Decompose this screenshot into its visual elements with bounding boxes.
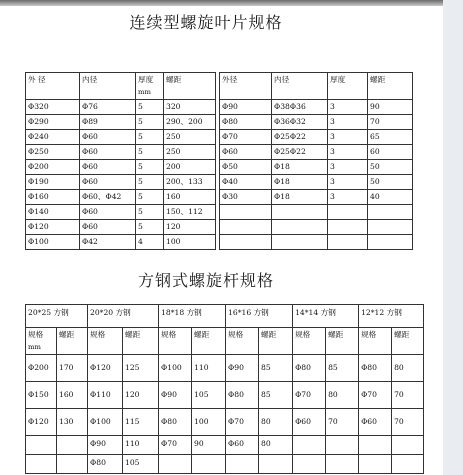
cell-thickness: 5: [136, 175, 164, 190]
cell-spec: Φ60: [293, 409, 326, 436]
cell-pitch: 80: [259, 409, 293, 436]
cell-pitch: 120: [164, 220, 216, 235]
cell-inner-diameter: Φ60: [80, 175, 136, 190]
cell-pitch: 80: [259, 436, 293, 455]
spec-column-header: [293, 328, 326, 355]
cell-thickness: 5: [136, 100, 164, 115]
screw-table-row: [26, 235, 413, 250]
cell-spec: [26, 436, 57, 455]
cell-spec: Φ70: [293, 382, 326, 409]
header-inner-diameter-right: 内径: [272, 73, 328, 100]
cell-spec: Φ80: [88, 455, 123, 474]
steel-group-header: 14*14 方钢: [293, 305, 359, 328]
cell-pitch-right: 65: [368, 130, 413, 145]
pitch-column-header: 螺距: [57, 328, 88, 355]
cell-pitch: [57, 436, 88, 455]
cell-spec: Φ120: [26, 409, 57, 436]
cell-inner-diameter-right: [272, 220, 328, 235]
header-pitch: 螺距: [164, 73, 216, 100]
steel-table-row: [26, 436, 424, 455]
cell-thickness-right: [328, 220, 368, 235]
cell-thickness-right: 3: [328, 130, 368, 145]
cell-pitch: 90: [192, 436, 226, 455]
cell-outer-diameter-right: Φ60: [220, 145, 272, 160]
steel-subheader-row: [26, 328, 424, 355]
screw-table-row: [26, 130, 413, 145]
cell-inner-diameter: Φ89: [80, 115, 136, 130]
cell-thickness: 5: [136, 190, 164, 205]
cell-outer-diameter-right: Φ90: [220, 100, 272, 115]
cell-thickness-right: 3: [328, 100, 368, 115]
cell-outer-diameter: Φ190: [26, 175, 80, 190]
cell-spec: [359, 436, 392, 455]
screw-table-row: [26, 190, 413, 205]
cell-pitch: 85: [259, 355, 293, 382]
cell-pitch: 105: [123, 455, 159, 474]
spec-label: 规格: [28, 330, 44, 339]
cell-inner-diameter-right: Φ18: [272, 190, 328, 205]
cell-pitch: [192, 455, 226, 474]
steel-group-header: 20*20 方钢: [88, 305, 159, 328]
cell-pitch: 200、133: [164, 175, 216, 190]
cell-pitch: 150、112: [164, 205, 216, 220]
top-edge: [0, 0, 463, 6]
header-thickness-right: 厚度: [328, 73, 368, 100]
cell-thickness-right: 3: [328, 145, 368, 160]
spec-label: 规格: [361, 330, 377, 339]
cell-thickness-right: [328, 205, 368, 220]
cell-inner-diameter-right: [272, 205, 328, 220]
cell-pitch: 110: [123, 436, 159, 455]
spec-column-header: [88, 328, 123, 355]
cell-thickness: 5: [136, 160, 164, 175]
spec-label: 规格: [295, 330, 311, 339]
cell-thickness-right: 3: [328, 160, 368, 175]
spec-label: 规格: [161, 330, 177, 339]
cell-spec: Φ70: [359, 382, 392, 409]
cell-outer-diameter: Φ320: [26, 100, 80, 115]
cell-inner-diameter: Φ60: [80, 145, 136, 160]
pitch-column-header: 螺距: [326, 328, 359, 355]
screw-table-row: [26, 220, 413, 235]
spec-column-header: [359, 328, 392, 355]
cell-pitch: 160: [164, 190, 216, 205]
cell-spec: Φ60: [359, 409, 392, 436]
cell-inner-diameter-right: Φ25Φ22: [272, 130, 328, 145]
cell-pitch: 70: [326, 409, 359, 436]
cell-spec: [159, 455, 192, 474]
cell-thickness: 4: [136, 235, 164, 250]
cell-pitch-right: 50: [368, 175, 413, 190]
header-outer-diameter-right: 外径: [220, 73, 272, 100]
cell-pitch: 110: [192, 355, 226, 382]
cell-inner-diameter: Φ60: [80, 205, 136, 220]
cell-thickness-right: [328, 235, 368, 250]
steel-group-header: 16*16 方钢: [226, 305, 293, 328]
steel-group-header: 12*12 方钢: [359, 305, 424, 328]
cell-spec: Φ80: [159, 409, 192, 436]
cell-pitch: 100: [192, 409, 226, 436]
spec-label: 规格: [228, 330, 244, 339]
header-pitch-right: 螺距: [368, 73, 413, 100]
cell-spec: Φ110: [88, 382, 123, 409]
screw-header-row: [26, 73, 413, 100]
cell-outer-diameter: Φ250: [26, 145, 80, 160]
cell-pitch: [259, 455, 293, 474]
cell-outer-diameter: Φ160: [26, 190, 80, 205]
cell-inner-diameter-right: Φ36Φ32: [272, 115, 328, 130]
cell-pitch-right: 60: [368, 145, 413, 160]
cell-pitch-right: 50: [368, 160, 413, 175]
cell-pitch: 170: [57, 355, 88, 382]
cell-pitch-right: [368, 205, 413, 220]
cell-inner-diameter: Φ60: [80, 160, 136, 175]
cell-inner-diameter: Φ60: [80, 220, 136, 235]
cell-outer-diameter: Φ200: [26, 160, 80, 175]
cell-spec: Φ100: [159, 355, 192, 382]
screw-title: 连续型螺旋叶片规格: [129, 13, 283, 32]
cell-pitch: 250: [164, 130, 216, 145]
pitch-column-header: 螺距: [192, 328, 226, 355]
cell-thickness: 5: [136, 115, 164, 130]
cell-spec: Φ90: [88, 436, 123, 455]
cell-pitch: 115: [123, 409, 159, 436]
cell-pitch: 160: [57, 382, 88, 409]
cell-inner-diameter: Φ60、Φ42: [80, 190, 136, 205]
pitch-column-header: 螺距: [123, 328, 159, 355]
cell-outer-diameter-right: Φ80: [220, 115, 272, 130]
cell-spec: Φ70: [226, 409, 259, 436]
screw-table-row: [26, 205, 413, 220]
cell-pitch: 130: [57, 409, 88, 436]
spec-label: 规格: [90, 330, 106, 339]
cell-pitch: [57, 455, 88, 474]
cell-thickness-right: 3: [328, 175, 368, 190]
steel-table-row: [26, 382, 424, 409]
steel-group-row: [26, 305, 424, 328]
cell-pitch: 105: [192, 382, 226, 409]
spec-column-header: [226, 328, 259, 355]
cell-outer-diameter-right: Φ40: [220, 175, 272, 190]
cell-pitch: 100: [164, 235, 216, 250]
cell-pitch: 85: [259, 382, 293, 409]
thickness-unit: mm: [138, 88, 151, 96]
cell-pitch-right: 90: [368, 100, 413, 115]
cell-pitch: 85: [326, 355, 359, 382]
cell-pitch-right: 40: [368, 190, 413, 205]
cell-spec: Φ80: [359, 355, 392, 382]
cell-outer-diameter-right: Φ30: [220, 190, 272, 205]
cell-inner-diameter: Φ76: [80, 100, 136, 115]
steel-group-header: 20*25 方钢: [26, 305, 88, 328]
cell-inner-diameter-right: [272, 235, 328, 250]
cell-pitch: 80: [326, 382, 359, 409]
cell-outer-diameter: Φ290: [26, 115, 80, 130]
cell-outer-diameter-right: Φ50: [220, 160, 272, 175]
cell-thickness: 5: [136, 130, 164, 145]
cell-pitch: 80: [392, 355, 424, 382]
cell-spec: Φ150: [26, 382, 57, 409]
cell-inner-diameter-right: Φ18: [272, 160, 328, 175]
pitch-column-header: 螺距: [392, 328, 424, 355]
steel-table-row: [26, 409, 424, 436]
cell-inner-diameter-right: Φ38Φ36: [272, 100, 328, 115]
cell-outer-diameter-right: Φ70: [220, 130, 272, 145]
cell-outer-diameter: Φ140: [26, 205, 80, 220]
cell-spec: [293, 436, 326, 455]
cell-inner-diameter: Φ42: [80, 235, 136, 250]
cell-spec: Φ90: [159, 382, 192, 409]
cell-spec: Φ100: [88, 409, 123, 436]
cell-inner-diameter-right: Φ18: [272, 175, 328, 190]
spec-unit: mm: [28, 343, 41, 351]
cell-pitch: 320: [164, 100, 216, 115]
cell-pitch-right: [368, 235, 413, 250]
square-steel-table: [25, 304, 424, 474]
cell-pitch: [392, 455, 424, 474]
cell-outer-diameter-right: [220, 220, 272, 235]
spec-column-header: [26, 328, 57, 355]
cell-thickness: 5: [136, 220, 164, 235]
cell-outer-diameter-right: [220, 235, 272, 250]
cell-pitch: 70: [392, 382, 424, 409]
cell-pitch: 290、200: [164, 115, 216, 130]
cell-outer-diameter: Φ120: [26, 220, 80, 235]
cell-outer-diameter: Φ100: [26, 235, 80, 250]
cell-thickness-right: 3: [328, 115, 368, 130]
cell-spec: Φ60: [226, 436, 259, 455]
spec-column-header: [159, 328, 192, 355]
steel-table-row: [26, 455, 424, 474]
cell-outer-diameter-right: [220, 205, 272, 220]
cell-spec: [293, 455, 326, 474]
right-margin-band: [443, 0, 463, 475]
screw-table-row: [26, 100, 413, 115]
cell-pitch: 120: [123, 382, 159, 409]
header-thickness: [136, 73, 164, 100]
steel-table-row: [26, 355, 424, 382]
cell-inner-diameter-right: Φ25Φ22: [272, 145, 328, 160]
cell-pitch-right: 70: [368, 115, 413, 130]
cell-pitch: 125: [123, 355, 159, 382]
cell-spec: Φ90: [226, 355, 259, 382]
screw-spec-table: [25, 72, 413, 250]
header-inner-diameter: 内径: [80, 73, 136, 100]
cell-outer-diameter: Φ240: [26, 130, 80, 145]
cell-pitch: [392, 436, 424, 455]
cell-pitch: 250: [164, 145, 216, 160]
thickness-label: 厚度: [138, 75, 154, 84]
cell-pitch: 200: [164, 160, 216, 175]
cell-spec: [359, 455, 392, 474]
cell-spec: Φ70: [159, 436, 192, 455]
cell-thickness: 5: [136, 205, 164, 220]
cell-pitch: [326, 436, 359, 455]
square-steel-title: 方钢式螺旋杆规格: [137, 271, 274, 290]
cell-spec: [226, 455, 259, 474]
cell-pitch-right: [368, 220, 413, 235]
cell-thickness-right: 3: [328, 190, 368, 205]
cell-thickness: 5: [136, 145, 164, 160]
screw-table-row: [26, 175, 413, 190]
pitch-column-header: 螺距: [259, 328, 293, 355]
header-outer-diameter: 外 径: [26, 73, 80, 100]
cell-pitch: 70: [392, 409, 424, 436]
cell-spec: Φ120: [88, 355, 123, 382]
cell-spec: Φ200: [26, 355, 57, 382]
cell-inner-diameter: Φ60: [80, 130, 136, 145]
screw-table-row: [26, 160, 413, 175]
cell-pitch: [326, 455, 359, 474]
steel-group-header: 18*18 方钢: [159, 305, 226, 328]
cell-spec: Φ80: [226, 382, 259, 409]
screw-table-row: [26, 115, 413, 130]
cell-spec: Φ80: [293, 355, 326, 382]
cell-spec: [26, 455, 57, 474]
screw-table-row: [26, 145, 413, 160]
